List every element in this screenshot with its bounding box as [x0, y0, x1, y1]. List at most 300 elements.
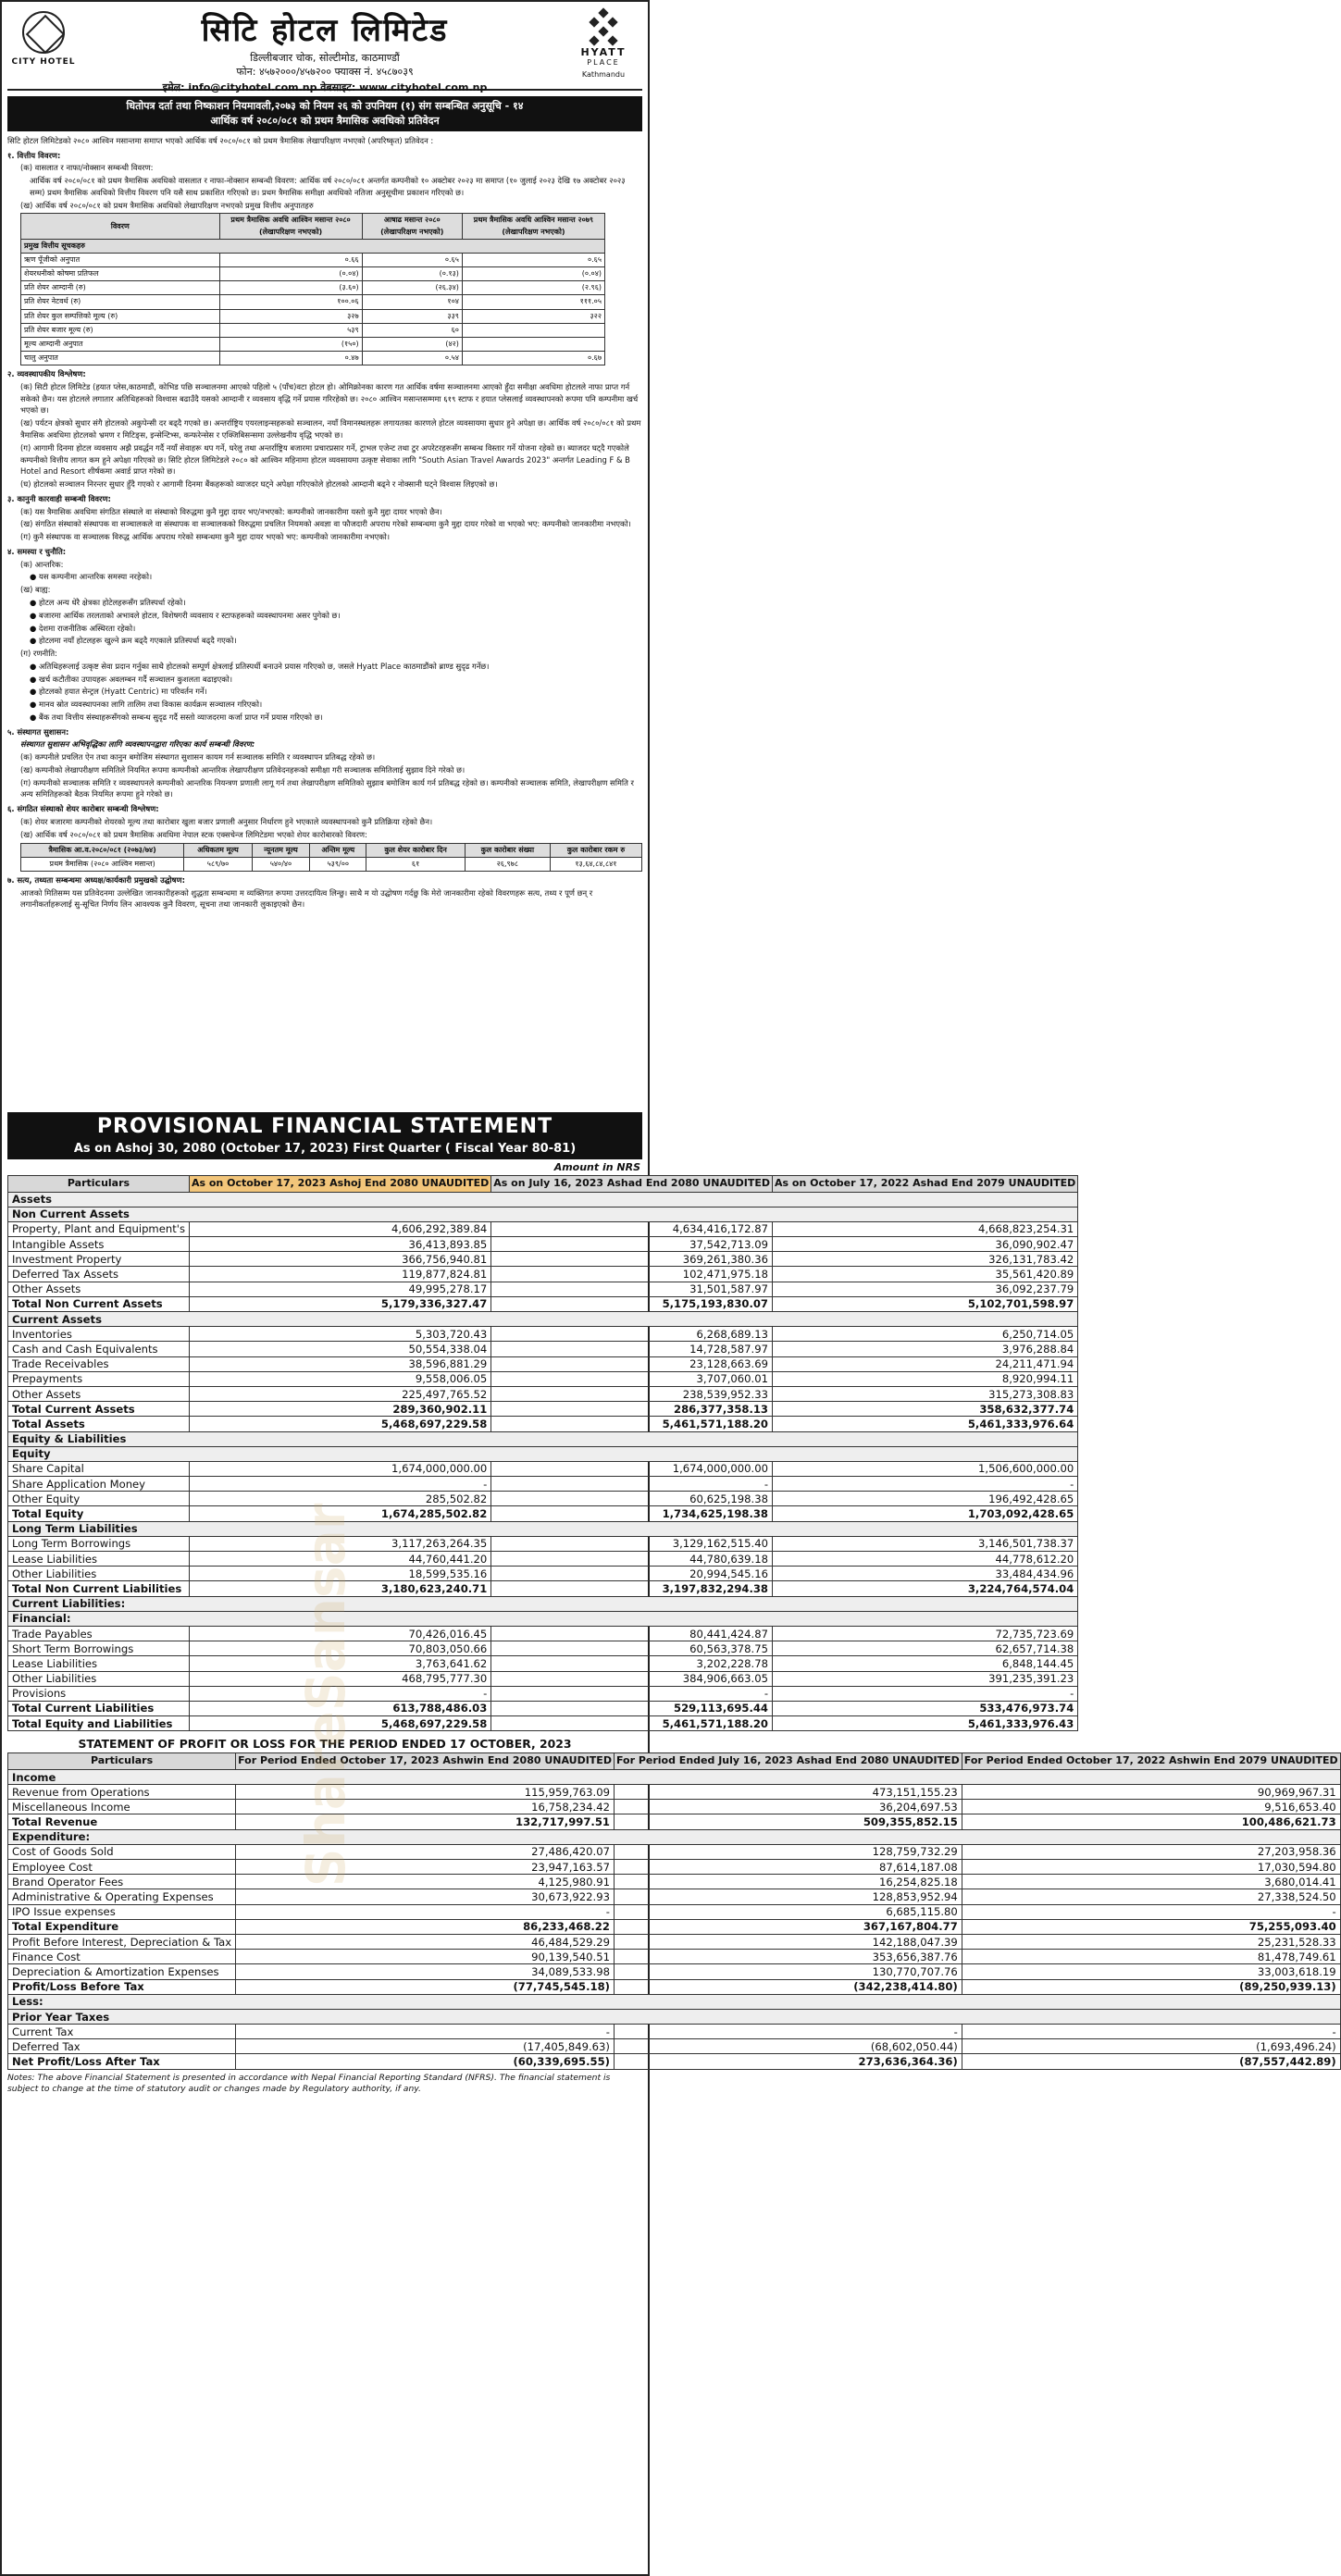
row-value: 36,092,237.79: [773, 1282, 1078, 1296]
section-5-g: (ग) कम्पनीको सञ्चालक समिति र व्यवस्थापनले कम्पनीको आन्तरिक नियन्त्रण प्रणाली लागू गर्न तथा लेखापरीक्षण समितिको सुझाव बमोजिम कार्य गर्न प्रतिबद्ध रहेको छ। कम्पनीको सञ्चालक समिति, लेखापरीक्षण समिति र अन्य समितिहरूको बैठक नियमित रूपमा हुने गरेको छ।: [20, 777, 634, 799]
ratio-cell: ०.६७: [462, 352, 604, 365]
row-label: Current Tax: [8, 2025, 236, 2039]
row-value: 6,848,144.45: [773, 1656, 1078, 1671]
ratio-cell: ०.५४: [362, 352, 462, 365]
ratio-cell: ०.६५: [462, 253, 604, 266]
ratio-subheading: प्रमुख वित्तीय सूचकहरु: [21, 239, 605, 253]
row-label: Lease Liabilities: [8, 1656, 190, 1671]
row-value: 5,461,571,188.20: [491, 1716, 773, 1731]
table-row: [8, 1686, 1078, 1701]
section-1-a-text: आर्थिक वर्ष २०८०/०८१ को प्रथम त्रैमासिक अवधिको वासलात र नाफा-नोक्सान सम्बन्धी विवरण: आर्थिक वर्ष २०८०/०८१ अन्तर्गत कम्पनीको १० अक्टोबर २०२३ मा समाप्त (१० जुलाई २०२३ देखि १७ अक्टोबर २०२३ सम्म) प्रथम त्रैमासिक अवधिको वित्तीय विवरण पनि यसै साथ प्रकाशित गरिएको छ। प्रथम त्रैमासिक समीक्षा अवधिको नतिजा अनुसूचीमा प्रकाशन गरिएको छ।: [30, 176, 626, 197]
ratio-cell: शेयरधनीको कोषमा प्रतिफल: [21, 267, 220, 281]
section-heading-row: [8, 1431, 1078, 1446]
section-heading-row: [8, 1596, 1078, 1611]
row-label: Finance Cost: [8, 1950, 236, 1964]
amount-unit-note: Amount in NRS: [553, 1160, 640, 1173]
section-2-gh: (घ) होटलको सञ्चालन निरन्तर सुधार हुँदै गएको र आगामी दिनमा बैंकहरूको व्याजदर घट्ने अपेक्षा गरिएकोले होटलको आम्दानी बढ्ने र नोक्सानी घट्ने विश्वास लिइएको छ।: [20, 479, 498, 489]
row-value: 1,674,285,502.82: [189, 1506, 490, 1521]
row-value: -: [962, 2025, 1340, 2039]
ratio-row: [21, 309, 605, 323]
row-value: 25,231,528.33: [962, 1934, 1340, 1949]
row-value: 315,273,308.83: [773, 1386, 1078, 1401]
row-label: Cash and Cash Equivalents: [8, 1342, 190, 1356]
row-value: 3,224,764,574.04: [773, 1581, 1078, 1596]
section-4-k: (क) आन्तरिक:: [20, 559, 64, 569]
row-value: 132,717,997.51: [236, 1814, 615, 1829]
section-5-k: (क) कम्पनीले प्रचलित ऐन तथा कानुन बमोजिम संस्थागत सुशासन कायम गर्न सञ्चालक समिति र व्यवस्थापन प्रतिबद्ध रहेको छ।: [20, 752, 376, 762]
row-value: 3,180,623,240.71: [189, 1581, 490, 1596]
table-row: [8, 1477, 1078, 1492]
row-value: 17,030,594.80: [962, 1860, 1340, 1875]
row-value: -: [773, 1477, 1078, 1492]
row-label: Revenue from Operations: [8, 1785, 236, 1800]
section-2-title: २. व्यवस्थापकीय विश्लेषण:: [7, 369, 86, 379]
section-heading-row: [8, 1829, 1341, 1844]
ratio-cell: ३२२: [462, 309, 604, 323]
row-value: (77,745,545.18): [236, 1979, 615, 1994]
row-value: 6,268,689.13: [491, 1327, 773, 1342]
row-heading: Assets: [8, 1192, 1078, 1207]
table-row: [8, 2054, 1341, 2069]
table-row: [8, 2025, 1341, 2039]
table-row: [8, 1296, 1078, 1311]
row-value: (87,557,442.89): [962, 2054, 1340, 2069]
ratio-row: [21, 295, 605, 309]
ratio-cell: मूल्य आम्दानी अनुपात: [21, 337, 220, 351]
ratio-cell: [462, 323, 604, 337]
row-value: -: [189, 1477, 490, 1492]
row-value: 62,657,714.38: [773, 1641, 1078, 1656]
row-value: (89,250,939.13): [962, 1979, 1340, 1994]
logo-city-text: Kathmandu: [581, 70, 626, 79]
ratio-header-cell: विवरण: [21, 214, 220, 239]
ratio-table-header: [21, 214, 605, 239]
row-label: Other Assets: [8, 1282, 190, 1296]
row-heading: Income: [8, 1769, 1341, 1784]
row-value: 16,254,825.18: [614, 1875, 962, 1889]
city-hotel-logo-text: CITY HOTEL: [11, 57, 76, 67]
row-value: 34,089,533.98: [236, 1964, 615, 1979]
ratio-cell: १०४: [362, 295, 462, 309]
row-label: Short Term Borrowings: [8, 1641, 190, 1656]
row-heading: Expenditure:: [8, 1829, 1341, 1844]
row-value: -: [614, 2025, 962, 2039]
ratio-cell: प्रति शेयर नेटवर्थ (रु): [21, 295, 220, 309]
row-value: 5,468,697,229.58: [189, 1716, 490, 1731]
ratio-cell: ३३९: [362, 309, 462, 323]
row-heading: Current Assets: [8, 1312, 1078, 1327]
row-value: 27,338,524.50: [962, 1889, 1340, 1904]
row-value: 285,502.82: [189, 1492, 490, 1506]
row-heading: Less:: [8, 1994, 1341, 2009]
profit-loss-header: [8, 1753, 1341, 1770]
balance-sheet-header: [8, 1175, 1078, 1192]
row-value: (17,405,849.63): [236, 2039, 615, 2054]
table-row: [8, 1904, 1341, 1919]
row-value: 100,486,621.73: [962, 1814, 1340, 1829]
nepali-report-body: [7, 135, 642, 1107]
share-table-row: [21, 857, 642, 871]
table-row: [8, 1641, 1078, 1656]
section-5-kh: (ख) कम्पनीको लेखापरीक्षण समितिले नियमित रूपमा कम्पनीको आन्तरिक लेखापरीक्षण प्रतिवेदनहरूको समीक्षा गरी सञ्चालक समितिलाई सुझाव दिने गरेको छ।: [20, 764, 466, 774]
row-label: Intangible Assets: [8, 1237, 190, 1252]
ratio-cell: ६०: [362, 323, 462, 337]
row-value: 18,599,535.16: [189, 1567, 490, 1581]
row-label: Share Application Money: [8, 1477, 190, 1492]
row-label: Total Equity: [8, 1506, 190, 1521]
section-4-g1: ● अतिथिहरूलाई उत्कृष्ट सेवा प्रदान गर्नुका साथै होटलको सम्पूर्ण क्षेत्रलाई प्रतिस्पर्धी बनाउने प्रयास गरिएको छ, जसले Hyatt Place काठमाडौंको ब्राण्ड सुदृढ गर्नेछ।: [30, 661, 490, 671]
row-value: 3,763,641.62: [189, 1656, 490, 1671]
row-value: 5,461,333,976.43: [773, 1716, 1078, 1731]
provisional-title: PROVISIONAL FINANCIAL STATEMENT: [7, 1112, 642, 1141]
row-value: 4,668,823,254.31: [773, 1221, 1078, 1236]
row-value: 4,125,980.91: [236, 1875, 615, 1889]
ratio-cell: प्रति शेयर बजार मूल्य (रु): [21, 323, 220, 337]
row-value: 87,614,187.08: [614, 1860, 962, 1875]
table-row: [8, 1267, 1078, 1282]
row-label: Deferred Tax: [8, 2039, 236, 2054]
row-label: Other Equity: [8, 1492, 190, 1506]
row-value: 1,506,600,000.00: [773, 1461, 1078, 1476]
section-3-kh: (ख) संगठित संस्थाको संस्थापक वा सञ्चालकले वा संस्थापक वा सञ्चालकको विरुद्धमा प्रचलित नियमको अवज्ञा वा फौजदारी अपराध गरेको सम्बन्धमा कुनै मुद्दा दायर गरेको वा भएको भए: कम्पनीको जानकारीमा नभएको।: [20, 519, 631, 529]
row-value: 366,756,940.81: [189, 1252, 490, 1267]
hyatt-place-logo: [570, 9, 637, 79]
row-value: 5,303,720.43: [189, 1327, 490, 1342]
row-value: 3,146,501,738.37: [773, 1536, 1078, 1551]
row-value: 33,003,618.19: [962, 1964, 1340, 1979]
row-value: 286,377,358.13: [491, 1402, 773, 1417]
row-label: Investment Property: [8, 1252, 190, 1267]
footer-notes: Notes: The above Financial Statement is presented in accordance with Nepal Financial Reporting Standard (NFRS). The financial statement is subject to change at the time of statutory audit or changes made by Regulatory authority, if any.: [7, 2072, 611, 2095]
table-row: [8, 1950, 1341, 1964]
row-value: 529,113,695.44: [491, 1701, 773, 1715]
row-label: Cost of Goods Sold: [8, 1844, 236, 1859]
share-header-cell: त्रैमासिक आ.व.२०८०/०८१ (२०७३/७४): [21, 843, 184, 857]
table-row: [8, 1252, 1078, 1267]
row-value: 6,685,115.80: [614, 1904, 962, 1919]
pl-header-current: For Period Ended October 17, 2023 Ashwin End 2080 UNAUDITED: [236, 1753, 615, 1770]
row-value: 35,561,420.89: [773, 1267, 1078, 1282]
section-5-title: ५. संस्थागत सुशासन:: [7, 726, 69, 737]
ratio-row: [21, 352, 605, 365]
table-row: [8, 1889, 1341, 1904]
table-row: [8, 1800, 1341, 1814]
row-value: 31,501,587.97: [491, 1282, 773, 1296]
share-cell: २६,९७८: [465, 857, 550, 871]
ratio-cell: [462, 337, 604, 351]
section-4-kh4: ● होटलमा नयाँ होटलहरू खुल्ने क्रम बढ्दै गएकाले प्रतिस्पर्धा बढ्दै गएको।: [30, 636, 237, 646]
section-heading-row: [8, 1192, 1078, 1207]
bs-header-current: As on October 17, 2023 Ashoj End 2080 UNAUDITED: [189, 1175, 490, 1192]
section-heading-row: [8, 1521, 1078, 1536]
row-value: 23,947,163.57: [236, 1860, 615, 1875]
section-4-g3: ● होटलको हयात सेन्ट्रल (Hyatt Centric) मा परिवर्तन गर्ने।: [30, 687, 207, 697]
row-value: 5,102,701,598.97: [773, 1296, 1078, 1311]
ratio-cell: ०.४७: [219, 352, 362, 365]
share-header-cell: कुल शेयर कारोबार दिन: [366, 843, 465, 857]
ratio-cell: ३२७: [219, 309, 362, 323]
section-heading-row: [8, 2009, 1341, 2024]
ratio-row: [21, 253, 605, 266]
row-value: 196,492,428.65: [773, 1492, 1078, 1506]
row-label: Profit/Loss Before Tax: [8, 1979, 236, 1994]
row-value: 326,131,783.42: [773, 1252, 1078, 1267]
row-heading: Equity & Liabilities: [8, 1431, 1078, 1446]
row-value: 128,853,952.94: [614, 1889, 962, 1904]
row-heading: Financial:: [8, 1611, 1078, 1626]
table-row: [8, 1356, 1078, 1371]
hyatt-logo-text: HYATT: [580, 46, 627, 58]
row-value: (68,602,050.44): [614, 2039, 962, 2054]
row-value: 16,758,234.42: [236, 1800, 615, 1814]
table-row: [8, 1785, 1341, 1800]
row-label: Total Non Current Assets: [8, 1296, 190, 1311]
share-header-cell: कुल कारोबार रकम रु: [550, 843, 641, 857]
section-2-kh: (ख) पर्यटन क्षेत्रको सुधार संगै होटलको अकुपेन्सी दर बढ्दै गएको छ। अन्तर्राष्ट्रिय एयरलाइन्सहरूको सञ्चालन, नयाँ विमानस्थलहरू लगायतका कारणले होटल व्यवसायमा सुधार हुने अपेक्षा छ। आर्थिक वर्ष २०८०/०८१ को प्रथम त्रैमासिक अवधिमा होटलको भ्रमण र मिटिङ्स, इन्सेन्टिभ्स, कन्फरेन्सेस र एक्जिबिसन्समा उल्लेखनीय वृद्धि भएको छ।: [20, 418, 641, 440]
table-row: [8, 1844, 1341, 1859]
profit-loss-body: [8, 1769, 1341, 2069]
row-label: Total Revenue: [8, 1814, 236, 1829]
row-value: 3,707,060.01: [491, 1371, 773, 1386]
row-value: 33,484,434.96: [773, 1567, 1078, 1581]
notice-title-line2: आर्थिक वर्ष २०८०/०८१ को प्रथम त्रैमासिक अवधिको प्रतिवेदन: [210, 114, 440, 127]
row-value: 509,355,852.15: [614, 1814, 962, 1829]
share-header-cell: न्यूनतम मूल्य: [252, 843, 309, 857]
row-value: 533,476,973.74: [773, 1701, 1078, 1715]
table-row: [8, 1875, 1341, 1889]
table-row: [8, 1979, 1341, 1994]
section-heading-row: [8, 1769, 1341, 1784]
row-value: 384,906,663.05: [491, 1671, 773, 1686]
row-label: Depreciation & Amortization Expenses: [8, 1964, 236, 1979]
section-1-a-heading: (क) वासलात र नाफा/नोक्सान सम्बन्धी विवरण:: [20, 163, 154, 173]
table-row: [8, 1934, 1341, 1949]
section-4-title: ४. समस्या र चुनौति:: [7, 546, 67, 556]
company-block: [81, 7, 568, 94]
row-value: 5,179,336,327.47: [189, 1296, 490, 1311]
row-value: 49,995,278.17: [189, 1282, 490, 1296]
section-1-title: १. वित्तीय विवरण:: [7, 150, 61, 160]
section-1-b-heading: (ख) आर्थिक वर्ष २०८०/०८१ को प्रथम त्रैमासिक अवधिको लेखापरिक्षण नभएको प्रमुख वित्तीय अनुपातहरु: [20, 200, 314, 210]
row-value: -: [773, 1686, 1078, 1701]
row-value: 9,516,653.40: [962, 1800, 1340, 1814]
row-label: Total Expenditure: [8, 1919, 236, 1934]
table-row: [8, 1327, 1078, 1342]
share-cell: ५३९/००: [310, 857, 366, 871]
share-table-wrap: [7, 843, 642, 872]
row-value: 1,674,000,000.00: [189, 1461, 490, 1476]
share-cell: ५४०/४०: [252, 857, 309, 871]
ratio-cell: (०.०४): [219, 267, 362, 281]
ratio-cell: (१५०): [219, 337, 362, 351]
row-heading: Non Current Assets: [8, 1207, 1078, 1221]
row-value: 4,606,292,389.84: [189, 1221, 490, 1236]
table-row: [8, 1536, 1078, 1551]
row-value: 3,197,832,294.38: [491, 1581, 773, 1596]
row-label: Other Liabilities: [8, 1671, 190, 1686]
row-label: Employee Cost: [8, 1860, 236, 1875]
row-value: 1,703,092,428.65: [773, 1506, 1078, 1521]
row-value: 27,486,420.07: [236, 1844, 615, 1859]
row-value: 50,554,338.04: [189, 1342, 490, 1356]
company-phone: फोन: ४५७२०००/४५७२०० फ्याक्स नं. ४५८७०३९: [236, 66, 414, 78]
ratio-table: [20, 213, 605, 365]
section-heading-row: [8, 1446, 1078, 1461]
table-row: [8, 1552, 1078, 1567]
row-value: 44,780,639.18: [491, 1552, 773, 1567]
row-value: 142,188,047.39: [614, 1934, 962, 1949]
section-4-g2: ● खर्च कटौतीका उपायहरू अवलम्बन गर्दै सञ्चालन कुशलता बढाइएको।: [30, 674, 232, 684]
row-value: 353,656,387.76: [614, 1950, 962, 1964]
section-4-g: (ग) रणनीति:: [20, 649, 57, 659]
row-value: 80,441,424.87: [491, 1626, 773, 1641]
share-header-cell: अधिकतम मूल्य: [184, 843, 253, 857]
balance-sheet-table: [7, 1175, 1078, 1731]
row-label: Other Liabilities: [8, 1567, 190, 1581]
row-value: 5,461,333,976.64: [773, 1417, 1078, 1431]
row-value: (60,339,695.55): [236, 2054, 615, 2069]
section-heading-row: [8, 1994, 1341, 2009]
row-value: 1,674,000,000.00: [491, 1461, 773, 1476]
row-value: 473,151,155.23: [614, 1785, 962, 1800]
table-row: [8, 1716, 1078, 1731]
city-hotel-emblem-icon: [22, 11, 65, 54]
row-value: 273,636,364.36): [614, 2054, 962, 2069]
row-value: 130,770,707.76: [614, 1964, 962, 1979]
ratio-cell: (३.६०): [219, 281, 362, 295]
ratio-cell: १११.०५: [462, 295, 604, 309]
row-label: Net Profit/Loss After Tax: [8, 2054, 236, 2069]
row-value: 90,139,540.51: [236, 1950, 615, 1964]
section-4-kh: (ख) बाह्य:: [20, 585, 51, 595]
row-label: Miscellaneous Income: [8, 1800, 236, 1814]
section-3-title: ३. कानुनी कारवाही सम्बन्धी विवरण:: [7, 493, 111, 503]
table-row: [8, 1567, 1078, 1581]
intro-text: सिटि होटल लिमिटेडको २०८० आश्विन मसान्तमा समाप्त भएको आर्थिक वर्ष २०८०/०८१ को प्रथम त्रैमासिक लेखापरिक्षण नभएको (अपरिष्कृत) प्रतिवेदन :: [7, 135, 434, 145]
table-row: [8, 1237, 1078, 1252]
share-cell: १३,६४,८४,८४१: [550, 857, 641, 871]
section-2-g: (ग) आगामी दिनमा होटल व्यवसाय अझै प्रवर्द्धन गर्दै नयाँ सेवाहरू थप गर्ने, घरेलु तथा अन्तर्राष्ट्रिय बजारमा प्रचारप्रसार गर्ने, ट्राभल एजेन्ट तथा टुर अपरेटरहरूसँग सम्बन्ध विस्तार गर्ने योजना रहेको छ। ब्याजदर घट्दै गएकोले कम्पनीको वित्तीय लागत कम हुने अपेक्षा गरिएको छ। सिटि होटल लिमिटेडले २०८० को आश्विन महिनामा होटल व्यवसायमा उत्कृष्ट सेवाका लागि "South Asian Travel Awards 2023" अन्तर्गत Leading F & B Hotel and Resort शीर्षकमा अवार्ड प्राप्त गरेको छ।: [20, 442, 630, 477]
table-row: [8, 1814, 1341, 1829]
section-6-title: ६. संगठित संस्थाको शेयर कारोबार सम्बन्धी विश्लेषण:: [7, 804, 159, 814]
row-value: 238,539,952.33: [491, 1386, 773, 1401]
row-value: 358,632,377.74: [773, 1402, 1078, 1417]
table-row: [8, 1342, 1078, 1356]
row-value: 20,994,545.16: [491, 1567, 773, 1581]
table-row: [8, 1506, 1078, 1521]
row-value: 225,497,765.52: [189, 1386, 490, 1401]
ratio-cell: (२६.३४): [362, 281, 462, 295]
ratio-cell: प्रति शेयर कुल सम्पत्तिको मूल्य (रु): [21, 309, 220, 323]
ratio-cell: (०.०४): [462, 267, 604, 281]
row-value: 6,250,714.05: [773, 1327, 1078, 1342]
row-value: -: [962, 1904, 1340, 1919]
row-value: 115,959,763.09: [236, 1785, 615, 1800]
row-value: 60,563,378.75: [491, 1641, 773, 1656]
row-label: IPO Issue expenses: [8, 1904, 236, 1919]
table-row: [8, 1701, 1078, 1715]
row-value: 1,734,625,198.38: [491, 1506, 773, 1521]
row-value: 5,175,193,830.07: [491, 1296, 773, 1311]
section-4-g5: ● बैंक तथा वित्तीय संस्थाहरूसँगको सम्बन्ध सुदृढ गर्दै सस्तो व्याजदरमा कर्जा प्राप्त गर्ने प्रयास गरिएको छ।: [30, 712, 323, 722]
row-value: 44,778,612.20: [773, 1552, 1078, 1567]
bs-header-comparative: As on October 17, 2022 Ashad End 2079 UNAUDITED: [773, 1175, 1078, 1192]
section-6-k: (क) शेयर बजारमा कम्पनीको शेयरको मूल्य तथा कारोबार खुला बजार प्रणाली अनुसार निर्धारण हुने भएकाले व्यवस्थापनको कुनै प्रतिक्रिया रहेको छैन।: [20, 816, 433, 826]
table-row: [8, 1656, 1078, 1671]
bs-header-prior: As on July 16, 2023 Ashad End 2080 UNAUDITED: [491, 1175, 773, 1192]
row-value: 4,634,416,172.87: [491, 1221, 773, 1236]
row-value: 3,680,014.41: [962, 1875, 1340, 1889]
pl-header-prior: For Period Ended July 16, 2023 Ashad End 2080 UNAUDITED: [614, 1753, 962, 1770]
row-value: 70,803,050.66: [189, 1641, 490, 1656]
row-value: 36,413,893.85: [189, 1237, 490, 1252]
section-heading-row: [8, 1611, 1078, 1626]
row-label: Deferred Tax Assets: [8, 1267, 190, 1282]
row-value: 3,129,162,515.40: [491, 1536, 773, 1551]
row-value: 23,128,663.69: [491, 1356, 773, 1371]
row-value: -: [236, 2025, 615, 2039]
share-cell: ५८९/७०: [184, 857, 253, 871]
row-value: 8,920,994.11: [773, 1371, 1078, 1386]
share-header-cell: कुल कारोबार संख्या: [465, 843, 550, 857]
row-value: 46,484,529.29: [236, 1934, 615, 1949]
row-label: Trade Receivables: [8, 1356, 190, 1371]
table-row: [8, 1371, 1078, 1386]
row-value: 3,976,288.84: [773, 1342, 1078, 1356]
section-4-kh1: ● होटल अन्य धेरै क्षेत्रका होटेलहरूसँग प्रतिस्पर्धा रहेको।: [30, 597, 186, 607]
pl-header-particulars: Particulars: [8, 1753, 236, 1770]
ratio-header-cell: प्रथम त्रैमासिक अवधि आश्विन मसान्त २०७९ (लेखापरिक्षण नभएको): [462, 214, 604, 239]
row-value: 367,167,804.77: [614, 1919, 962, 1934]
pl-header-comparative: For Period Ended October 17, 2022 Ashwin End 2079 UNAUDITED: [962, 1753, 1340, 1770]
row-label: Long Term Borrowings: [8, 1536, 190, 1551]
table-row: [8, 1461, 1078, 1476]
row-value: 70,426,016.45: [189, 1626, 490, 1641]
share-table: [20, 843, 642, 872]
table-row: [8, 1402, 1078, 1417]
table-row: [8, 1492, 1078, 1506]
ratio-cell: प्रति शेयर आम्दानी (रु): [21, 281, 220, 295]
header: [7, 6, 642, 91]
table-row: [8, 1919, 1341, 1934]
ratio-row: [21, 267, 605, 281]
row-value: 75,255,093.40: [962, 1919, 1340, 1934]
row-value: 14,728,587.97: [491, 1342, 773, 1356]
row-heading: Equity: [8, 1446, 1078, 1461]
bs-header-particulars: Particulars: [8, 1175, 190, 1192]
row-value: (342,238,414.80): [614, 1979, 962, 1994]
table-row: [8, 1282, 1078, 1296]
ratio-cell: ०.६६: [219, 253, 362, 266]
ratio-cell: (२.९६): [462, 281, 604, 295]
ratio-cell: ५३९: [219, 323, 362, 337]
row-value: 3,202,228.78: [491, 1656, 773, 1671]
row-value: -: [236, 1904, 615, 1919]
table-row: [8, 1417, 1078, 1431]
row-value: 369,261,380.36: [491, 1252, 773, 1267]
company-email-web: इमेल: info@cityhotel.com.np वेबसाइट: www.cityhotel.com.np: [162, 81, 488, 93]
row-value: 5,468,697,229.58: [189, 1417, 490, 1431]
ratio-cell: १००.०६: [219, 295, 362, 309]
row-value: -: [491, 1686, 773, 1701]
row-heading: Prior Year Taxes: [8, 2009, 1341, 2024]
row-value: 24,211,471.94: [773, 1356, 1078, 1371]
table-row: [8, 1626, 1078, 1641]
section-6-kh: (ख) आर्थिक वर्ष २०८०/०८१ को प्रथम त्रैमासिक अवधिमा नेपाल स्टक एक्सचेन्ज लिमिटेडमा भएको शेयर कारोबारको विवरण:: [20, 829, 367, 839]
row-label: Prepayments: [8, 1371, 190, 1386]
provisional-subtitle: As on Ashoj 30, 2080 (October 17, 2023) First Quarter ( Fiscal Year 80-81): [7, 1141, 642, 1159]
ratio-row: [21, 323, 605, 337]
